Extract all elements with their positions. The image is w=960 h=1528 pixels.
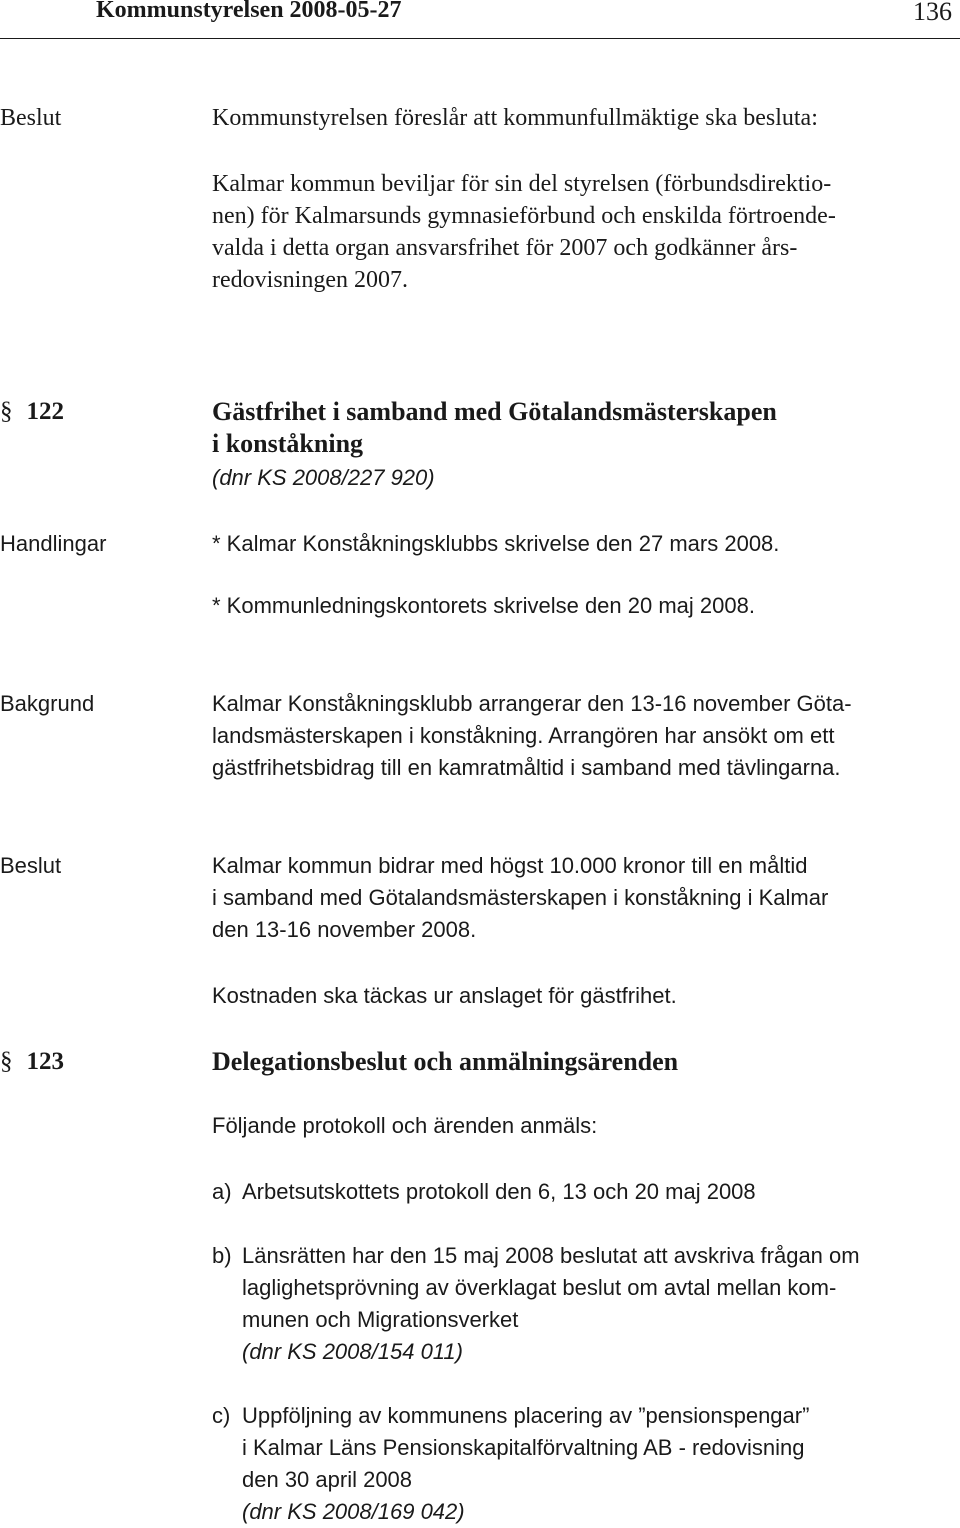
- handlingar-item: * Kommunledningskontorets skrivelse den 20 maj 2008.: [212, 593, 755, 618]
- list-item-dnr: (dnr KS 2008/169 042): [242, 1499, 465, 1524]
- list-item-dnr: (dnr KS 2008/154 011): [242, 1339, 463, 1364]
- bakgrund-label: Bakgrund: [0, 691, 95, 716]
- beslut-line: valda i detta organ ansvarsfrihet för 2007 och godkänner års-: [212, 235, 798, 261]
- beslut-line: i samband med Götalandsmästerskapen i konståkning i Kalmar: [212, 885, 829, 910]
- bakgrund-line: landsmästerskapen i konståkning. Arrangören har ansökt om ett: [212, 723, 835, 748]
- beslut-line: redovisningen 2007.: [212, 267, 408, 293]
- list-item-line: Arbetsutskottets protokoll den 6, 13 och 20 maj 2008: [242, 1179, 756, 1204]
- header-divider: [0, 38, 960, 39]
- list-item: [212, 1176, 956, 1208]
- list-item-marker: a): [212, 1179, 232, 1204]
- page-header-title: Kommunstyrelsen 2008-05-27: [96, 0, 402, 23]
- section-number-122: [0, 396, 64, 428]
- section-number: 122: [26, 398, 64, 425]
- bakgrund-text: [212, 688, 956, 784]
- list-item-line: Uppföljning av kommunens placering av ”pensionspengar”: [242, 1403, 810, 1428]
- beslut-label-122: Beslut: [0, 853, 62, 878]
- handlingar-label: Handlingar: [0, 531, 107, 556]
- list-item-marker: c): [212, 1403, 231, 1428]
- list-item: [212, 1240, 956, 1368]
- list-item-line: laglighetsprövning av överklagat beslut om avtal mellan kom-: [242, 1275, 837, 1300]
- page-number: 136: [913, 0, 952, 26]
- handlingar-item: * Kalmar Konståkningsklubbs skrivelse den 27 mars 2008.: [212, 531, 780, 556]
- list-item-line: munen och Migrationsverket: [242, 1307, 519, 1332]
- beslut-text-122: [212, 850, 956, 946]
- section-number-123: [0, 1046, 64, 1078]
- list-item: [212, 1400, 956, 1528]
- beslut-label: Beslut: [0, 105, 62, 131]
- beslut-line: Kalmar kommun bidrar med högst 10.000 kronor till en måltid: [212, 853, 808, 878]
- section-title-line: i konståkning: [212, 429, 364, 458]
- list-item-line: den 30 april 2008: [242, 1467, 413, 1492]
- section-number: 123: [26, 1048, 64, 1075]
- section-intro-123: Följande protokoll och ärenden anmäls:: [212, 1113, 598, 1138]
- beslut-line: den 13-16 november 2008.: [212, 917, 477, 942]
- beslut-text: [212, 168, 954, 296]
- section-title-line: Gästfrihet i samband med Götalandsmästerskapen: [212, 397, 777, 426]
- bakgrund-line: Kalmar Konståkningsklubb arrangerar den 13-16 november Göta-: [212, 691, 852, 716]
- beslut-line: nen) för Kalmarsunds gymnasieförbund och enskilda förtroende-: [212, 203, 836, 229]
- list-item-line: i Kalmar Läns Pensionskapitalförvaltning AB - redovisning: [242, 1435, 805, 1460]
- list-item-marker: b): [212, 1243, 232, 1268]
- paragraph-sign: §: [0, 398, 13, 425]
- paragraph-sign: §: [0, 1048, 13, 1075]
- section-dnr-122: (dnr KS 2008/227 920): [212, 465, 435, 490]
- beslut-line: Kalmar kommun beviljar för sin del styrelsen (förbundsdirektio-: [212, 171, 832, 197]
- beslut-intro: Kommunstyrelsen föreslår att kommunfullmäktige ska besluta:: [212, 105, 818, 131]
- bakgrund-line: gästfrihetsbidrag till en kamratmåltid i samband med tävlingarna.: [212, 755, 841, 780]
- list-item-line: Länsrätten har den 15 maj 2008 beslutat att avskriva frågan om: [242, 1243, 860, 1268]
- section-title-123: Delegationsbeslut och anmälningsärenden: [212, 1047, 679, 1076]
- section-title-122: [212, 396, 777, 460]
- kostnad-text: Kostnaden ska täckas ur anslaget för gästfrihet.: [212, 983, 677, 1008]
